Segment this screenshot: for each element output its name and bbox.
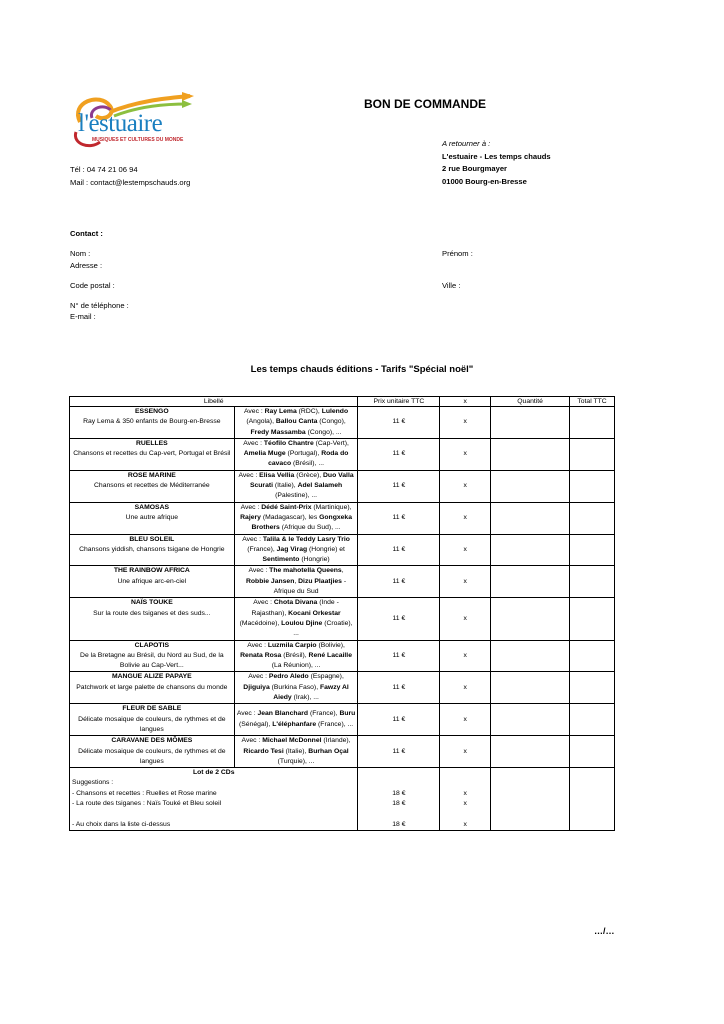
mail-text: Mail : contact@lestempschauds.org bbox=[70, 177, 191, 187]
artists-text: Avec : bbox=[238, 471, 260, 479]
artists-text: Avec : bbox=[236, 710, 258, 718]
album-name: NAÏS TOUKE bbox=[130, 599, 173, 607]
ville-field[interactable]: Ville : bbox=[442, 281, 461, 290]
album-description: Délicate mosaique de couleurs, de rythmes et de langues bbox=[78, 715, 226, 733]
artists-text: , bbox=[341, 567, 344, 575]
artist-name: Duo Valla Scurati bbox=[249, 471, 354, 490]
artists-text: (La Réunion), ... bbox=[271, 662, 321, 670]
quantity-cell[interactable] bbox=[491, 502, 570, 534]
artist-name: Renata Rosa bbox=[240, 651, 282, 659]
artist-name: Dizu Plaatjies bbox=[298, 577, 342, 585]
lot-multiply-sign bbox=[442, 809, 488, 819]
album-name: ESSENGO bbox=[135, 408, 169, 415]
album-description: Ray Lema & 350 enfants de Bourg-en-Bresse bbox=[83, 418, 221, 426]
lot-multiply-sign: x bbox=[463, 789, 467, 797]
artist-name: Gongxeka Brothers bbox=[251, 513, 352, 532]
lot-price-cell bbox=[358, 768, 440, 831]
artists-cell bbox=[234, 640, 358, 672]
artists-text: (Angola), bbox=[246, 418, 276, 426]
artist-name: Ricardo Tesi bbox=[243, 747, 284, 755]
artist-name: Robbie Jansen bbox=[246, 577, 295, 585]
libelle-cell bbox=[70, 672, 235, 704]
libelle-cell bbox=[70, 598, 235, 640]
artists-text: (Congo), bbox=[317, 418, 346, 426]
unit-price: 11 € bbox=[358, 566, 440, 598]
section-title: Les temps chauds éditions - Tarifs "Spécial noël" bbox=[250, 364, 474, 375]
code-postal-field[interactable]: Code postal : bbox=[70, 281, 115, 290]
artists-text: (Espagne), bbox=[308, 673, 344, 681]
artists-text: (Turquie), ... bbox=[277, 757, 315, 765]
lot-price bbox=[360, 778, 437, 788]
artist-name: Jag Virag bbox=[276, 545, 308, 553]
artists-text: (Burkina Faso), bbox=[269, 683, 320, 691]
artist-name: Burhan Oçal bbox=[308, 747, 349, 755]
return-address bbox=[442, 138, 551, 188]
quantity-cell[interactable] bbox=[491, 704, 570, 736]
multiply-sign: x bbox=[440, 672, 491, 704]
artists-text: (Irak), ... bbox=[291, 694, 319, 702]
artist-name: L'éléphanfare bbox=[272, 720, 317, 728]
lot-price bbox=[360, 809, 437, 819]
unit-price: 11 € bbox=[358, 672, 440, 704]
libelle-cell bbox=[70, 566, 235, 598]
table-row bbox=[70, 640, 615, 672]
quantity-cell[interactable] bbox=[491, 736, 570, 768]
artists-text: (Bolivie), bbox=[316, 641, 345, 649]
phone-text: Tél : 04 74 21 06 94 bbox=[70, 165, 138, 174]
artist-name: The mahotella Queens bbox=[269, 567, 342, 575]
address-line: 01000 Bourg-en-Bresse bbox=[442, 176, 527, 186]
artists-cell bbox=[234, 534, 358, 566]
album-name: CLAPOTIS bbox=[134, 641, 170, 649]
artists-text: Avec : bbox=[248, 673, 269, 681]
album-description: De la Bretagne au Brésil, du Nord au Sud, de la Bolivie au Cap-Vert... bbox=[80, 651, 224, 670]
artist-name: Kocani Orkestar bbox=[288, 609, 341, 617]
table-row bbox=[70, 407, 615, 439]
artist-name: Luzmila Carpio bbox=[267, 641, 317, 649]
lot-label-cell bbox=[70, 768, 358, 831]
artist-name: Djiguiya bbox=[243, 683, 270, 691]
album-description: Patchwork et large palette de chansons du monde bbox=[76, 683, 228, 691]
total-cell bbox=[570, 598, 615, 640]
lot-quantity-cell[interactable] bbox=[491, 768, 570, 831]
artist-name: Ballou Canta bbox=[275, 418, 318, 426]
unit-price: 11 € bbox=[358, 470, 440, 502]
artists-cell bbox=[234, 470, 358, 502]
logo-text: l'estuaire bbox=[78, 110, 163, 137]
return-label: A retourner à : bbox=[442, 139, 491, 148]
album-description: Une afrique arc-en-ciel bbox=[117, 577, 187, 585]
multiply-sign: x bbox=[440, 534, 491, 566]
album-name: RUELLES bbox=[135, 439, 168, 447]
artists-text: (Italie), bbox=[273, 482, 298, 490]
page-title: BON DE COMMANDE bbox=[364, 97, 486, 111]
artist-name: Amelia Muge bbox=[243, 450, 286, 458]
lot-multiply-sign bbox=[442, 768, 488, 778]
album-name: BLEU SOLEIL bbox=[129, 535, 175, 543]
multiply-sign: x bbox=[440, 502, 491, 534]
table-row bbox=[70, 470, 615, 502]
artist-name: Talila & le Teddy Lasry Trio bbox=[262, 535, 350, 543]
lot-price: 18 € bbox=[392, 799, 406, 807]
unit-price: 11 € bbox=[358, 438, 440, 470]
artist-name: Loulou Djine bbox=[281, 619, 323, 627]
album-name: THE RAINBOW AFRICA bbox=[113, 567, 190, 575]
total-cell bbox=[570, 438, 615, 470]
artists-text: (Congo), ... bbox=[305, 428, 342, 436]
artists-text: (Sénégal), bbox=[238, 720, 273, 728]
artists-text: (Portugal), bbox=[285, 450, 322, 458]
lot-line: - La route des tsiganes : Naïs Touké et Bleu soleil bbox=[72, 799, 222, 807]
artists-text: (France), bbox=[247, 545, 277, 553]
artists-text: (Madagascar), les bbox=[260, 513, 320, 521]
album-name: FLEUR DE SABLE bbox=[122, 705, 182, 713]
album-name: CARAVANE DES MÔMES bbox=[111, 737, 193, 745]
adresse-field[interactable]: Adresse : bbox=[70, 261, 103, 270]
lot-line: - Chansons et recettes : Ruelles et Rose marine bbox=[72, 789, 217, 797]
artists-text: Avec : bbox=[243, 439, 264, 447]
quantity-cell[interactable] bbox=[491, 640, 570, 672]
quantity-cell[interactable] bbox=[491, 672, 570, 704]
lot-price bbox=[360, 768, 437, 778]
col-header-libelle: Libellé bbox=[70, 397, 358, 407]
artist-name: Michael McDonnel bbox=[262, 737, 322, 745]
unit-price: 11 € bbox=[358, 502, 440, 534]
lot-line bbox=[72, 809, 355, 819]
artists-text: (Afrique du Sud), ... bbox=[279, 524, 341, 532]
libelle-cell bbox=[70, 502, 235, 534]
total-cell bbox=[570, 534, 615, 566]
artists-text: (Croatie), ... bbox=[293, 619, 353, 638]
artists-text: - Afrique du Sud bbox=[273, 577, 347, 596]
table-row bbox=[70, 598, 615, 640]
libelle-cell bbox=[70, 438, 235, 470]
address-line: 2 rue Bourgmayer bbox=[442, 164, 507, 173]
table-row bbox=[70, 566, 615, 598]
artists-text: Avec : bbox=[243, 408, 265, 415]
telephone-field[interactable]: N° de téléphone : bbox=[70, 301, 129, 310]
artists-text: (Irlande), bbox=[321, 737, 351, 745]
multiply-sign: x bbox=[440, 640, 491, 672]
unit-price: 11 € bbox=[358, 598, 440, 640]
artists-text: (Italie), bbox=[283, 747, 309, 755]
artists-text: (Hongrie) bbox=[299, 556, 330, 564]
artists-text: (France), ... bbox=[316, 720, 354, 728]
quantity-cell[interactable] bbox=[491, 534, 570, 566]
album-description: Sur la route des tsiganes et des suds... bbox=[93, 609, 211, 617]
quantity-cell[interactable] bbox=[491, 598, 570, 640]
unit-price: 11 € bbox=[358, 736, 440, 768]
multiply-sign: x bbox=[440, 438, 491, 470]
artists-text: Avec : bbox=[253, 599, 274, 607]
artists-text: (Hongrie) et bbox=[307, 545, 345, 553]
multiply-sign: x bbox=[440, 407, 491, 439]
total-cell bbox=[570, 470, 615, 502]
artist-name: Jean Blanchard bbox=[257, 710, 309, 718]
artists-cell bbox=[234, 566, 358, 598]
album-name: MANGUE ALIZE PAPAYE bbox=[111, 673, 192, 681]
multiply-sign: x bbox=[440, 704, 491, 736]
artists-text: (Martinique), bbox=[311, 503, 352, 511]
artists-text: (Cap-Vert), bbox=[313, 439, 349, 447]
order-table bbox=[69, 396, 615, 831]
unit-price: 11 € bbox=[358, 640, 440, 672]
artists-text: Avec : bbox=[242, 535, 263, 543]
album-name: SAMOSAS bbox=[134, 503, 170, 511]
prenom-field[interactable]: Prénom : bbox=[442, 249, 473, 258]
artist-name: Dédé Saint-Prix bbox=[261, 503, 312, 511]
col-header-prix: Prix unitaire TTC bbox=[358, 397, 440, 407]
artist-name: Chota Divana bbox=[273, 599, 318, 607]
album-description: Chansons et recettes du Cap-vert, Portugal et Brésil bbox=[73, 450, 231, 458]
artists-cell bbox=[234, 407, 358, 439]
lot-price: 18 € bbox=[392, 820, 406, 828]
lot-line: Suggestions : bbox=[72, 779, 114, 787]
artists-cell bbox=[234, 598, 358, 640]
estuaire-logo bbox=[70, 92, 205, 154]
artist-name: Ray Lema bbox=[264, 408, 297, 415]
artists-text: Avec : bbox=[247, 641, 268, 649]
artist-name: Pedro Aledo bbox=[268, 673, 309, 681]
artist-name: Roda do cavaco bbox=[268, 450, 349, 468]
table-row bbox=[70, 438, 615, 470]
col-header-quantite: Quantité bbox=[491, 397, 570, 407]
lot-multiply-sign: x bbox=[463, 799, 467, 807]
libelle-cell bbox=[70, 640, 235, 672]
total-cell bbox=[570, 704, 615, 736]
lot-price: 18 € bbox=[392, 789, 406, 797]
artist-name: Fawzy Al Aiedy bbox=[273, 683, 349, 702]
artists-cell bbox=[234, 704, 358, 736]
lot-multiply-sign bbox=[442, 778, 488, 788]
total-cell bbox=[570, 407, 615, 439]
artists-text: (Grèce), bbox=[294, 471, 324, 479]
multiply-sign: x bbox=[440, 566, 491, 598]
total-cell bbox=[570, 736, 615, 768]
multiply-sign: x bbox=[440, 470, 491, 502]
libelle-cell bbox=[70, 704, 235, 736]
lot-total-cell bbox=[570, 768, 615, 831]
artist-name: Adel Salameh bbox=[297, 482, 343, 490]
artist-name: Lulendo bbox=[321, 408, 349, 415]
table-row bbox=[70, 704, 615, 736]
artist-name: Rajery bbox=[240, 513, 261, 521]
table-row bbox=[70, 534, 615, 566]
artist-name: Fredy Massamba bbox=[250, 428, 306, 436]
album-description: Chansons et recettes de Méditerranée bbox=[94, 482, 210, 490]
unit-price: 11 € bbox=[358, 407, 440, 439]
total-cell bbox=[570, 566, 615, 598]
artists-text: (France), bbox=[308, 710, 340, 718]
album-description: Une autre afrique bbox=[125, 513, 179, 521]
total-cell bbox=[570, 502, 615, 534]
artist-name: Sentimento bbox=[262, 556, 300, 564]
logo-subtitle: MUSIQUES ET CULTURES DU MONDE bbox=[92, 137, 184, 143]
unit-price: 11 € bbox=[358, 534, 440, 566]
unit-price: 11 € bbox=[358, 704, 440, 736]
artists-text: (Macédoine), bbox=[239, 619, 282, 627]
artists-text: Avec : bbox=[248, 567, 270, 575]
artist-name: René Lacaille bbox=[308, 651, 352, 659]
album-description: Chansons yiddish, chansons tsigane de Hongrie bbox=[79, 545, 225, 553]
libelle-cell bbox=[70, 736, 235, 768]
artists-text: (Inde - Rajasthan), bbox=[251, 599, 339, 617]
quantity-cell[interactable] bbox=[491, 470, 570, 502]
quantity-cell[interactable] bbox=[491, 407, 570, 439]
col-header-x: x bbox=[440, 397, 491, 407]
col-header-total: Total TTC bbox=[570, 397, 615, 407]
libelle-cell bbox=[70, 470, 235, 502]
artists-text: , bbox=[294, 577, 299, 585]
continued-marker: …/… bbox=[594, 926, 615, 936]
artists-cell bbox=[234, 672, 358, 704]
lot-multiply-sign: x bbox=[463, 820, 467, 828]
artist-name: Elisa Vellia bbox=[259, 471, 295, 479]
nom-field[interactable]: Nom : bbox=[70, 249, 91, 258]
artists-cell bbox=[234, 502, 358, 534]
artists-text: (Brésil), bbox=[281, 651, 309, 659]
address-line: L'estuaire - Les temps chauds bbox=[442, 151, 551, 161]
lot-lines bbox=[72, 778, 355, 829]
album-description: Délicate mosaique de couleurs, de rythmes et de langues bbox=[78, 747, 226, 765]
table-row bbox=[70, 736, 615, 768]
company-contact bbox=[70, 164, 190, 189]
multiply-sign: x bbox=[440, 736, 491, 768]
lot-row bbox=[70, 768, 615, 831]
table-row bbox=[70, 672, 615, 704]
lot-name: Lot de 2 CDs bbox=[192, 769, 235, 777]
multiply-sign: x bbox=[440, 598, 491, 640]
artists-text: Avec : bbox=[241, 737, 263, 745]
artists-cell bbox=[234, 438, 358, 470]
total-cell bbox=[570, 640, 615, 672]
lot-x-cell bbox=[440, 768, 491, 831]
libelle-cell bbox=[70, 534, 235, 566]
artists-text: (Brésil), ... bbox=[291, 460, 325, 468]
artists-text: (RDC), bbox=[296, 408, 322, 415]
album-name: ROSE MARINE bbox=[127, 471, 176, 479]
lot-line: - Au choix dans la liste ci-dessus bbox=[72, 820, 171, 828]
total-cell bbox=[570, 672, 615, 704]
artist-name: Buru bbox=[339, 710, 356, 718]
email-field[interactable]: E-mail : bbox=[70, 312, 96, 321]
artists-text: (Palestine), ... bbox=[275, 492, 318, 500]
table-header-row bbox=[70, 397, 615, 407]
quantity-cell[interactable] bbox=[491, 566, 570, 598]
contact-heading: Contact : bbox=[70, 229, 103, 238]
libelle-cell bbox=[70, 407, 235, 439]
artists-text: Avec : bbox=[240, 503, 262, 511]
artist-name: Téofilo Chantre bbox=[263, 439, 314, 447]
table-row bbox=[70, 502, 615, 534]
quantity-cell[interactable] bbox=[491, 438, 570, 470]
artists-cell bbox=[234, 736, 358, 768]
